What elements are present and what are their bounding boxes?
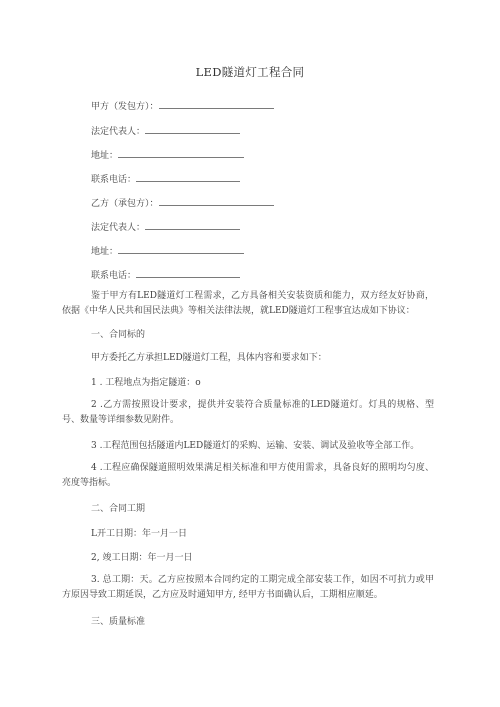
party-b-label: 乙方（承包方）： <box>91 199 159 209</box>
party-b-line <box>91 196 274 210</box>
intro-paragraph: 鉴于甲方有LED隧道灯工程需求，乙方具备相关安装资质和能力，双方经友好协商，依据《中华人民共和国民法典》等相关法律法规，就LED隧道灯工程事宜达成如下协议： <box>62 291 434 316</box>
party-a-address-blank[interactable] <box>118 148 244 158</box>
party-a-line <box>91 99 274 113</box>
party-a-label: 甲方（发包方）： <box>91 102 159 112</box>
section-1-heading: 一、合同标的 <box>91 330 146 340</box>
party-a-phone-line <box>91 172 240 186</box>
party-a-blank[interactable] <box>159 99 274 109</box>
party-b-address-blank[interactable] <box>118 244 244 254</box>
section-2-total-duration: 3. 总工期：天。乙方应按照本合同约定的工期完成全部安装工作，如因不可抗力或甲方原因导致工期延误，乙方应及时通知甲方, 经甲方书面确认后，工期相应顺延。 <box>62 575 434 600</box>
party-a-address-label: 地址： <box>91 151 119 161</box>
section-2-end-date: 2, 竣工日期：年一月一日 <box>91 553 193 563</box>
party-b-phone-blank[interactable] <box>136 268 240 278</box>
document-title: LED隧道灯工程合同 <box>195 65 305 79</box>
party-b-rep-line <box>91 220 240 234</box>
party-a-address-line <box>91 148 244 162</box>
party-b-blank[interactable] <box>159 196 274 206</box>
party-b-rep-label: 法定代表人： <box>91 223 146 233</box>
section-1-item-4: 4 .工程应确保隧道照明效果满足相关标准和甲方使用需求，具备良好的照明均匀度、亮度等指标。 <box>62 463 434 488</box>
section-1-item-3: 3 .工程范围包括隧道内LED隧道灯的采购、运输、安装、调试及验收等全部工作。 <box>91 441 420 451</box>
section-1-item-1: 1 . 工程地点为指定隧道：o <box>91 378 201 388</box>
party-a-phone-blank[interactable] <box>136 172 240 182</box>
section-2-heading: 二、合同工期 <box>91 504 146 514</box>
party-b-address-line <box>91 244 244 258</box>
section-1-lead: 甲方委托乙方承担LED隧道灯工程，具体内容和要求如下： <box>91 353 327 363</box>
section-2-start-date: L开工日期：年一月一日 <box>91 529 187 539</box>
party-a-rep-blank[interactable] <box>145 124 240 134</box>
party-b-address-label: 地址： <box>91 247 119 257</box>
party-b-phone-line <box>91 268 240 282</box>
party-a-rep-label: 法定代表人： <box>91 127 146 137</box>
party-b-phone-label: 联系电话： <box>91 271 137 281</box>
party-a-rep-line <box>91 124 240 138</box>
party-a-phone-label: 联系电话： <box>91 175 137 185</box>
party-b-rep-blank[interactable] <box>145 220 240 230</box>
section-1-item-2: 2 .乙方需按照设计要求，提供并安装符合质量标准的LED隧道灯。灯具的规格、型号、数量等详细参数见附件。 <box>62 400 434 425</box>
section-3-heading: 三、质量标准 <box>91 617 146 627</box>
